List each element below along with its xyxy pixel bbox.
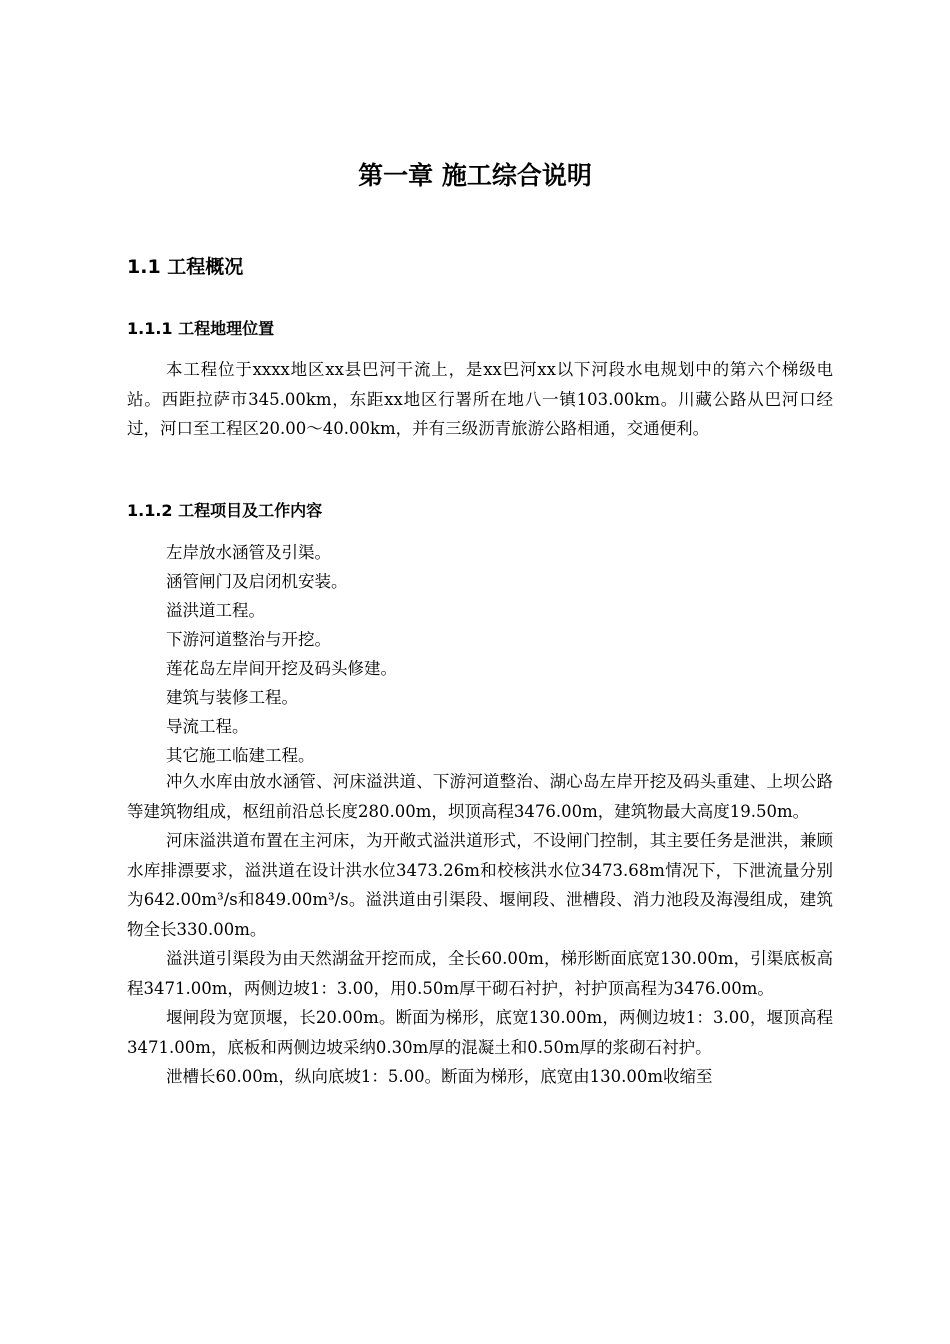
subsection-heading-location: 1.1.1 工程地理位置 — [127, 319, 275, 338]
list-item: 莲花岛左岸间开挖及码头修建。 — [166, 659, 397, 678]
work-items-list — [166, 538, 397, 770]
chapter-title: 第一章 施工综合说明 — [358, 161, 592, 190]
paragraph-spillway: 河床溢洪道布置在主河床，为开敞式溢洪道形式，不设闸门控制，其主要任务是泄洪，兼顾水库排漂要求，溢洪道在设计洪水位3473.26m和校核洪水位3473.68m情况下，下泄流量分别为642.00m³/s和849.00m³/s。溢洪道由引渠段、堰闸段、泄槽段、消力池段及海漫组成，建筑物全长330.00m。 — [127, 831, 833, 939]
location-paragraph: 本工程位于xxxx地区xx县巴河干流上，是xx巴河xx以下河段水电规划中的第六个梯级电站。西距拉萨市345.00km，东距xx地区行署所在地八一镇103.00km。川藏公路从巴河口经过，河口至工程区20.00～40.00km，并有三级沥青旅游公路相通，交通便利。 — [127, 360, 833, 438]
paragraph-chute: 泄槽长60.00m，纵向底坡1：5.00。断面为梯形，底宽由130.00m收缩至 — [166, 1067, 713, 1086]
items-body — [127, 767, 833, 1092]
paragraph-approach-channel: 溢洪道引渠段为由天然湖盆开挖而成，全长60.00m，梯形断面底宽130.00m，引渠底板高程3471.00m，两侧边坡1：3.00，用0.50m厚干砌石衬护，衬护顶高程为3476.00m。 — [127, 949, 833, 998]
section-heading: 1.1 工程概况 — [127, 256, 244, 278]
location-body — [127, 355, 833, 444]
paragraph-weir: 堰闸段为宽顶堰，长20.00m。断面为梯形，底宽130.00m，两侧边坡1：3.00，堰顶高程3471.00m，底板和两侧边坡采纳0.30m厚的混凝土和0.50m厚的浆砌石衬护。 — [127, 1008, 833, 1057]
list-item: 左岸放水涵管及引渠。 — [166, 543, 331, 562]
list-item: 建筑与装修工程。 — [166, 688, 298, 707]
list-item: 导流工程。 — [166, 717, 249, 736]
list-item: 下游河道整治与开挖。 — [166, 630, 331, 649]
paragraph-reservoir: 冲久水库由放水涵管、河床溢洪道、下游河道整治、湖心岛左岸开挖及码头重建、上坝公路等建筑物组成，枢纽前沿总长度280.00m，坝顶高程3476.00m，建筑物最大高度19.50m。 — [127, 772, 833, 821]
list-item: 溢洪道工程。 — [166, 601, 265, 620]
subsection-heading-items: 1.1.2 工程项目及工作内容 — [127, 501, 323, 520]
list-item: 涵管闸门及启闭机安装。 — [166, 572, 348, 591]
list-item: 其它施工临建工程。 — [166, 746, 315, 765]
